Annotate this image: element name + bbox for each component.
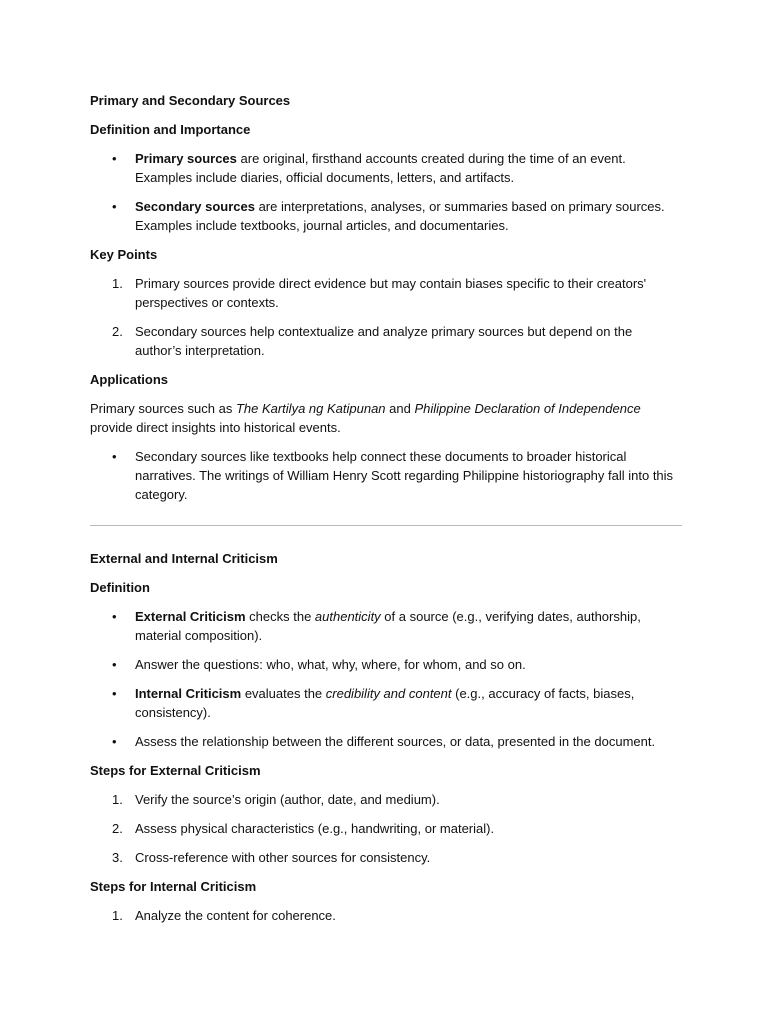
definition-heading: Definition and Importance	[90, 122, 251, 137]
text-run: (e.g., accuracy of facts, biases, consistency).	[135, 686, 635, 720]
list-item	[90, 322, 682, 360]
item-text: Analyze the content for coherence.	[135, 908, 336, 923]
item-text: Primary sources provide direct evidence but may contain biases specific to their creators' perspectives or contexts.	[135, 276, 647, 310]
list-item	[90, 819, 682, 838]
term-primary-sources: Primary sources	[135, 151, 237, 166]
text-run: of a source (e.g., verifying dates, authorship, material composition).	[135, 609, 641, 643]
list-item	[90, 790, 682, 809]
horizontal-divider	[90, 525, 682, 526]
steps-external-list	[90, 790, 682, 867]
italic-term: credibility and content	[325, 686, 452, 701]
steps-internal-heading: Steps for Internal Criticism	[90, 879, 257, 894]
item-text: Secondary sources help contextualize and analyze primary sources but depend on the author’s interpretation.	[135, 324, 633, 358]
applications-heading: Applications	[90, 372, 169, 387]
italic-title: Philippine Declaration of Independence	[414, 401, 641, 416]
list-item	[90, 149, 682, 187]
text-run: provide direct insights into historical events.	[90, 420, 341, 435]
steps-internal-list	[90, 906, 682, 925]
section-title: Primary and Secondary Sources	[90, 93, 291, 108]
term-secondary-sources: Secondary sources	[135, 199, 255, 214]
list-item	[90, 684, 682, 722]
list-number: 1.	[112, 792, 123, 807]
list-item	[90, 274, 682, 312]
term-external-criticism: External Criticism	[135, 609, 246, 624]
key-points-list	[90, 274, 682, 360]
definition-heading: Definition	[90, 580, 150, 595]
item-text: Secondary sources like textbooks help connect these documents to broader historical narratives. The writings of William Henry Scott regarding Philippine historiography fall into this category.	[135, 449, 674, 502]
item-text: Answer the questions: who, what, why, where, for whom, and so on.	[135, 657, 526, 672]
definition-list	[90, 149, 682, 235]
bullet-marker: •	[112, 657, 117, 672]
list-item	[90, 848, 682, 867]
text-run: Primary sources such as	[90, 401, 236, 416]
applications-paragraph	[90, 399, 682, 437]
term-internal-criticism: Internal Criticism	[135, 686, 242, 701]
list-number: 2.	[112, 821, 123, 836]
bullet-marker: •	[112, 151, 117, 166]
list-item	[90, 655, 682, 674]
list-number: 2.	[112, 324, 123, 339]
section-title: External and Internal Criticism	[90, 551, 278, 566]
bullet-marker: •	[112, 449, 117, 464]
list-number: 3.	[112, 850, 123, 865]
text-run: evaluates the	[241, 686, 326, 701]
document-content	[90, 91, 682, 935]
item-text: Assess the relationship between the different sources, or data, presented in the document.	[135, 734, 656, 749]
list-item	[90, 607, 682, 645]
list-item	[90, 906, 682, 925]
bullet-marker: •	[112, 686, 117, 701]
steps-external-heading: Steps for External Criticism	[90, 763, 261, 778]
key-points-heading: Key Points	[90, 247, 158, 262]
list-item	[90, 732, 682, 751]
item-text: are original, firsthand accounts created during the time of an event. Examples include diaries, official documents, letters, and artifacts.	[135, 151, 626, 185]
italic-title: The Kartilya ng Katipunan	[235, 401, 386, 416]
item-text: Verify the source’s origin (author, date, and medium).	[135, 792, 440, 807]
item-text: are interpretations, analyses, or summaries based on primary sources. Examples include textbooks, journal articles, and documentaries.	[135, 199, 665, 233]
item-text: Cross-reference with other sources for consistency.	[135, 850, 431, 865]
list-item	[90, 197, 682, 235]
bullet-marker: •	[112, 199, 117, 214]
applications-list	[90, 447, 682, 504]
list-number: 1.	[112, 908, 123, 923]
list-number: 1.	[112, 276, 123, 291]
italic-term: authenticity	[314, 609, 381, 624]
criticism-definition-list	[90, 607, 682, 751]
list-item	[90, 447, 682, 504]
bullet-marker: •	[112, 609, 117, 624]
item-text: Assess physical characteristics (e.g., handwriting, or material).	[135, 821, 495, 836]
bullet-marker: •	[112, 734, 117, 749]
text-run: and	[385, 401, 415, 416]
text-run: checks the	[245, 609, 315, 624]
